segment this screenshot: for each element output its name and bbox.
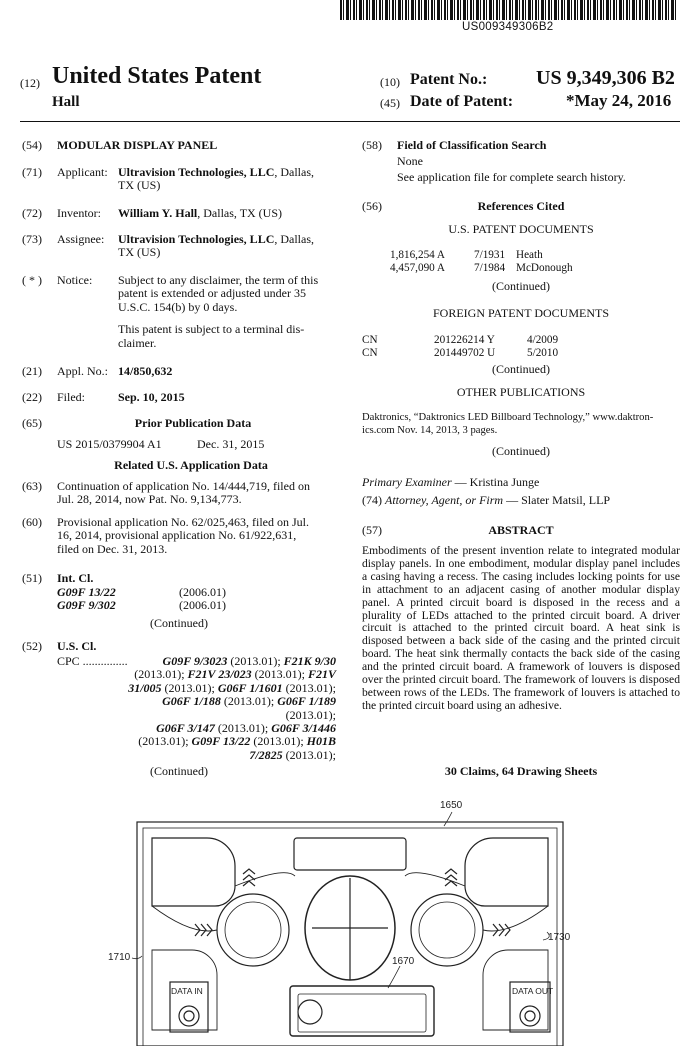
cpc-line <box>118 682 336 695</box>
notice-line: U.S.C. 154(b) by 0 days. <box>118 299 238 314</box>
foreign-date: 5/2010 <box>527 347 559 359</box>
examiner <box>362 476 539 489</box>
assignee-value <box>118 233 343 260</box>
left-circle-inner <box>225 902 281 958</box>
cpc-code: G09F 9/3023 <box>162 654 228 668</box>
intcl-list <box>57 586 297 613</box>
intcl-code: G09F 13/22 <box>57 585 116 599</box>
provisional-line: 16, 2014, provisional application No. 61/922,631, <box>57 528 297 543</box>
other-pub-line: Daktronics, “Daktronics LED Billboard Technology,” www.daktron- <box>362 412 654 423</box>
applicant-value <box>118 166 343 193</box>
notice-line: Subject to any disclaimer, the term of this <box>118 273 319 287</box>
data-in-connector-inner <box>184 1011 194 1021</box>
ref-1650: 1650 <box>440 800 463 811</box>
foreign-cc: CN <box>362 347 378 359</box>
other-heading: OTHER PUBLICATIONS <box>456 385 586 399</box>
data-out-connector <box>520 1006 540 1026</box>
assignee-loc1: , Dallas, <box>274 232 315 246</box>
applicant-label: Applicant: <box>57 165 108 179</box>
intcl-row <box>57 586 297 599</box>
cpc-year: (2013.01); <box>134 667 188 682</box>
cpc-line <box>118 668 336 681</box>
provisional-line: filed on Dec. 31, 2013. <box>57 541 168 556</box>
notice-label: Notice: <box>57 273 93 287</box>
notice-num: ( * ) <box>22 273 42 287</box>
prior-pub: US 2015/0379904 A1 <box>57 437 162 451</box>
notice-text <box>118 274 343 350</box>
attorney-name: — Slater Matsil, LLP <box>503 493 611 507</box>
cpc-year: (2013.01); <box>282 747 336 762</box>
ref-1710: 1710 <box>108 952 131 963</box>
us-doc-name: McDonough <box>516 262 573 274</box>
cpc-code: 31/005 <box>128 680 162 695</box>
us-doc-name: Heath <box>516 249 543 261</box>
assignee-label: Assignee: <box>57 232 105 246</box>
refs-heading: References Cited <box>477 199 565 213</box>
related-heading: Related U.S. Application Data <box>114 458 268 472</box>
data-out-label: DATA OUT <box>512 986 554 996</box>
abstract-heading: ABSTRACT <box>488 523 554 537</box>
intcl-num: (51) <box>22 571 42 585</box>
cpc-label: CPC ............... <box>57 654 128 668</box>
applicant-name: Ultravision Technologies, LLC <box>118 165 275 179</box>
cpc-year: (2013.01); <box>282 680 336 695</box>
cpc-line <box>118 655 336 668</box>
intcl-code: G09F 9/302 <box>57 598 116 613</box>
barcode <box>340 0 676 20</box>
cpc-code: G09F 13/22 <box>191 734 251 749</box>
header-rule <box>20 121 680 122</box>
data-in-connector <box>179 1006 199 1026</box>
foreign-num: 201226214 Y <box>434 334 495 346</box>
continuation-text <box>57 480 337 507</box>
field-note: See application file for complete search history. <box>397 170 626 184</box>
prior-num: (65) <box>22 416 42 430</box>
provisional-num: (60) <box>22 515 42 529</box>
patent-no-num: (10) <box>380 75 400 89</box>
provisional-text <box>57 516 337 556</box>
attorney-num: (74) <box>362 493 382 507</box>
assignee-loc2: TX (US) <box>118 245 161 260</box>
data-in-label: DATA IN <box>171 986 203 996</box>
kind-code-num: (12) <box>20 76 40 90</box>
prior-date: Dec. 31, 2015 <box>197 437 265 451</box>
examiner-name: — Kristina Junge <box>451 475 540 489</box>
notice-line: This patent is subject to a terminal dis- <box>118 322 305 337</box>
bottom-slot-knob <box>298 1000 322 1024</box>
foreign-heading: FOREIGN PATENT DOCUMENTS <box>432 306 610 320</box>
bottom-slot <box>290 986 434 1036</box>
applicant-loc2: TX (US) <box>118 178 161 193</box>
continuation-line: Jul. 28, 2014, now Pat. No. 9,134,773. <box>57 492 242 507</box>
data-out-connector-inner <box>525 1011 535 1021</box>
cpc-year: (2013.01); <box>227 654 284 668</box>
provisional-line: Provisional application No. 62/025,463, filed on Jul. <box>57 515 309 529</box>
uscl-label: U.S. Cl. <box>57 639 97 653</box>
intcl-year: (2006.01) <box>179 585 226 599</box>
cpc-line <box>118 749 336 762</box>
assignee-name: Ultravision Technologies, LLC <box>118 232 275 246</box>
claims-summary: 30 Claims, 64 Drawing Sheets <box>444 764 598 778</box>
cpc-code: G06F 3/147 <box>156 721 215 736</box>
notice-line: claimer. <box>118 335 157 350</box>
cpc-year: (2013.01); <box>251 667 308 682</box>
cpc-line <box>118 695 336 722</box>
cpc-code: F21K 9/30 <box>283 654 336 668</box>
inventor-label: Inventor: <box>57 206 101 220</box>
other-continued: (Continued) <box>492 444 550 458</box>
us-docs-continued: (Continued) <box>492 279 550 293</box>
cpc-code: G06F 1/188 <box>162 694 221 709</box>
us-doc-num: 1,816,254 A <box>390 249 446 261</box>
continuation-num: (63) <box>22 479 42 493</box>
right-circle <box>411 894 483 966</box>
attorney <box>362 494 610 507</box>
cpc-year: (2013.01); <box>285 707 336 722</box>
filed-value: Sep. 10, 2015 <box>118 390 185 404</box>
uscl-continued: (Continued) <box>150 764 208 778</box>
appl-label: Appl. No.: <box>57 364 108 378</box>
ref-1730: 1730 <box>548 932 571 943</box>
top-slot <box>294 838 406 870</box>
abstract-num: (57) <box>362 523 382 537</box>
bottom-slot-inner <box>298 994 426 1032</box>
foreign-row <box>362 334 558 347</box>
left-circle <box>217 894 289 966</box>
date-num: (45) <box>380 96 400 110</box>
intcl-label: Int. Cl. <box>57 571 94 585</box>
cpc-code: 7/2825 <box>249 747 283 762</box>
right-circle-inner <box>419 902 475 958</box>
title-num: (54) <box>22 138 42 152</box>
other-pubs <box>362 411 682 437</box>
appl-num: (21) <box>22 364 42 378</box>
foreign-num: 201449702 U <box>434 347 496 359</box>
barcode-number: US009349306B2 <box>462 21 554 33</box>
chevron-up-icon <box>243 869 255 886</box>
inventor-num: (72) <box>22 206 42 220</box>
cpc-code: F21V 23/023 <box>187 667 252 682</box>
cpc-code: G06F 1/189 <box>277 694 336 709</box>
inventor-value <box>118 207 282 220</box>
ref-1670: 1670 <box>392 956 415 967</box>
attorney-label: Attorney, Agent, or Firm <box>385 493 504 507</box>
foreign-row <box>362 347 558 360</box>
chevron-up-icon <box>445 869 457 886</box>
us-doc-date: 7/1984 <box>474 262 506 274</box>
patent-no-label: Patent No.: <box>410 71 488 88</box>
cpc-year: (2013.01); <box>220 694 278 709</box>
uscl-num: (52) <box>22 639 42 653</box>
cpc-year: (2013.01); <box>250 734 307 749</box>
us-docs-heading: U.S. PATENT DOCUMENTS <box>448 222 594 236</box>
notice-line: patent is extended or adjusted under 35 <box>118 286 306 301</box>
applicant-num: (71) <box>22 165 42 179</box>
us-doc-date: 7/1931 <box>474 249 506 261</box>
inventor-surname: Hall <box>52 94 80 110</box>
foreign-date: 4/2009 <box>527 334 559 346</box>
refs-num: (56) <box>362 199 382 213</box>
intcl-row <box>57 599 297 612</box>
right-upper-lobe <box>465 838 548 906</box>
abstract-text: Embodiments of the present invention relate to integrated modular display panels. In one embodiment, modular display panel includes a casing having a recess. The casing includes locking points for use in attachment to an adjacent casing of another modular display panel. A printed circuit board is disposed in the recess and a plurality of LEDs attached to the printed circuit board. A driver circuit is attached to the printed circuit board. A heat sink is disposed between a back side of the casing and the printed circuit board. The heat sink thermally contacts the back side of the casing and the printed circuit board. A framework of louvers is disposed over the printed circuit board. The framework of louvers is disposed between rows of the LEDs. The framework of louvers is attached to the printed circuit board using an adhesive. <box>362 544 680 712</box>
filed-num: (22) <box>22 390 42 404</box>
filed-label: Filed: <box>57 390 86 404</box>
patent-title: United States Patent <box>52 63 262 89</box>
foreign-list <box>362 334 558 360</box>
continuation-line: Continuation of application No. 14/444,719, filed on <box>57 479 310 493</box>
cpc-code: F21V <box>307 667 336 682</box>
left-upper-lobe <box>152 838 235 906</box>
cpc-code: H01B <box>306 734 336 749</box>
cpc-line <box>118 722 336 735</box>
leader-1650 <box>444 812 452 826</box>
invention-title: MODULAR DISPLAY PANEL <box>57 138 218 152</box>
date-label: Date of Patent: <box>410 93 514 110</box>
intcl-continued: (Continued) <box>150 616 208 630</box>
cpc-year: (2013.01); <box>214 721 272 736</box>
leader-1670 <box>388 966 400 988</box>
patent-no-value: US 9,349,306 B2 <box>536 67 675 89</box>
other-pub-line: ics.com Nov. 14, 2013, 3 pages. <box>362 425 498 436</box>
field-heading: Field of Classification Search <box>397 138 547 152</box>
foreign-cc: CN <box>362 334 378 346</box>
prior-heading: Prior Publication Data <box>134 416 252 430</box>
field-num: (58) <box>362 138 382 152</box>
us-doc-row <box>390 249 573 262</box>
cpc-code: G06F 1/1601 <box>217 680 283 695</box>
foreign-continued: (Continued) <box>492 362 550 376</box>
inventor-loc: , Dallas, TX (US) <box>197 206 283 220</box>
cpc-code: G06F 3/1446 <box>271 721 336 736</box>
examiner-label: Primary Examiner <box>362 475 452 489</box>
us-doc-num: 4,457,090 A <box>390 262 446 274</box>
inventor-name: William Y. Hall <box>118 206 198 220</box>
cpc-line <box>118 735 336 748</box>
field-none: None <box>397 154 423 168</box>
patent-drawing <box>0 790 700 1046</box>
cpc-year: (2013.01); <box>138 734 192 749</box>
cpc-year: (2013.01); <box>161 680 218 695</box>
date-value: *May 24, 2016 <box>566 91 672 110</box>
applicant-loc1: , Dallas, <box>274 165 315 179</box>
assignee-num: (73) <box>22 232 42 246</box>
cpc-classifications <box>118 655 336 762</box>
us-doc-row <box>390 262 573 275</box>
us-docs-list <box>390 249 573 275</box>
appl-value: 14/850,632 <box>118 364 173 378</box>
intcl-year: (2006.01) <box>179 598 226 613</box>
